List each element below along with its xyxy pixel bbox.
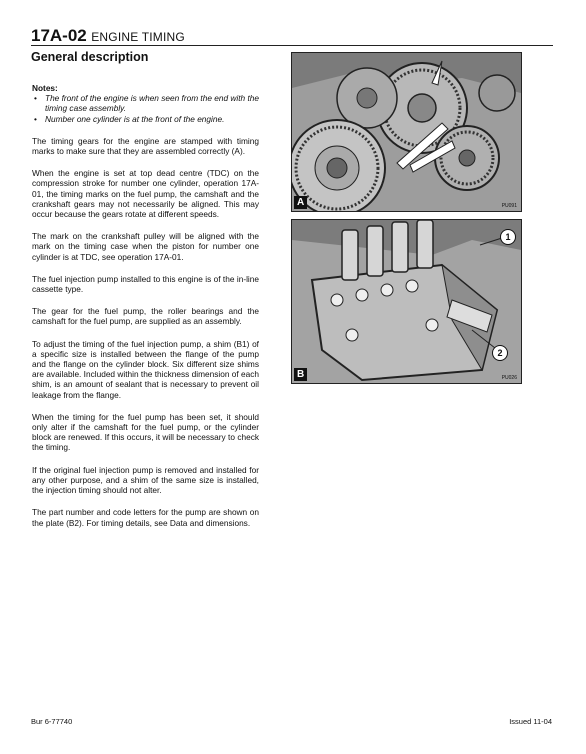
figure-code: PU026 <box>501 375 517 381</box>
notes-list <box>32 93 259 124</box>
note-item: • The front of the engine is when seen from the end with the timing case assembly. <box>32 93 259 113</box>
figure-code: PU091 <box>501 203 517 209</box>
figure-b-fuel-pump <box>291 219 522 384</box>
document-number: Bur 6-77740 <box>31 717 73 726</box>
figure-letter: A <box>294 196 307 209</box>
paragraph: The part number and code letters for the pump are shown on the plate (B2). For timing details, see Data and dimensions. <box>32 507 259 528</box>
page-header <box>31 26 185 46</box>
figure-a-timing-gears <box>291 52 522 212</box>
paragraph: When the engine is set at top dead centre (TDC) on the compression stroke for number one cylinder, operation 17A-01, the timing marks on the fuel pump, the camshaft and the crankshaft gears may not necessarily be aligned. This may occur because the gears rotate at different speeds. <box>32 168 259 220</box>
notes-title: Notes: <box>32 83 58 93</box>
header-rule <box>31 45 553 46</box>
paragraph: When the timing for the fuel pump has been set, it should only alter if the camshaft for the fuel pump, or the cylinder block are renewed. If this occurs, it will be necessary to check the timing. <box>32 411 259 453</box>
section-title-header: ENGINE TIMING <box>91 30 185 44</box>
section-code: 17A-02 <box>31 26 87 45</box>
paragraph: The fuel injection pump installed to this engine is of the in-line cassette type. <box>32 273 259 295</box>
timing-gears-illustration <box>292 53 521 211</box>
note-item: • Number one cylinder is at the front of the engine. <box>32 114 259 124</box>
fuel-pump-illustration <box>292 220 521 383</box>
paragraph: The mark on the crankshaft pulley will be aligned with the mark on the timing case when the piston for number one cylinder is at TDC, see operation 17A-01. <box>32 231 259 262</box>
issue-date: Issued 11-04 <box>509 717 552 726</box>
paragraph: The timing gears for the engine are stamped with timing marks to make sure that they are assembled correctly (A). <box>32 135 259 157</box>
figure-letter: B <box>294 368 307 381</box>
text-column <box>32 83 259 540</box>
callout-1: 1 <box>500 229 516 245</box>
callout-2: 2 <box>492 345 508 361</box>
paragraph: The gear for the fuel pump, the roller bearings and the camshaft for the fuel pump, are supplied as an assembly. <box>32 306 259 327</box>
paragraph: If the original fuel injection pump is removed and installed for any other purpose, and a shim of the same size is installed, the injection timing should not alter. <box>32 464 259 496</box>
paragraph: To adjust the timing of the fuel injection pump, a shim (B1) of a specific size is installed between the flange of the pump and the flange on the cylinder block. Six different size shims are available. Included within the thickness dimension of each shim, is an amount of sealant that is necessary to prevent oil leakage from the flange. <box>32 338 259 400</box>
general-description-heading: General description <box>31 50 149 64</box>
